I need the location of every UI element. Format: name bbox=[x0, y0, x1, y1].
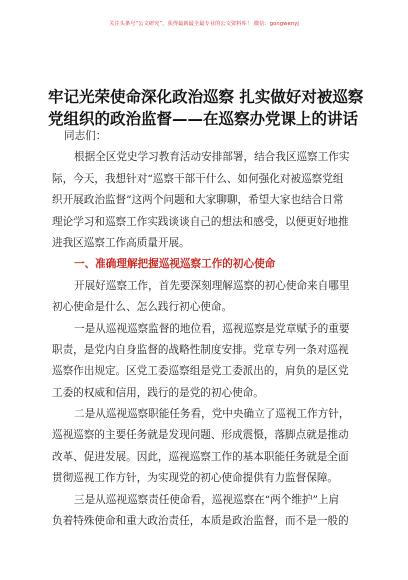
paragraph-line: 根据全区党史学习教育活动安排部署，结合我区巡察工作实 bbox=[74, 151, 350, 164]
paragraph-line: 职责，是党内自身监督的战略性制度安排。党章专列一条对巡视 bbox=[52, 343, 349, 356]
paragraph-line: 二是从巡视巡察职能任务看，党中央确立了巡视工作方针， bbox=[74, 408, 350, 421]
paragraph-line: 改革、促进发展。因此，巡视巡察工作的基本职能任务就是全面 bbox=[52, 450, 349, 463]
paragraph-line: 开展好巡察工作，首先要深刻理解巡察的初心使命来自哪里 bbox=[74, 279, 350, 292]
paragraph-line: 负着特殊使命和重大政治责任，本质是政治监督，而不是一般的 bbox=[52, 515, 349, 528]
title-line-2: 党组织的政治监督——在巡察办党课上的讲话 bbox=[48, 110, 359, 128]
document-title bbox=[48, 86, 368, 130]
paragraph-line: 三是从巡视巡察责任使命看，巡视巡察在“两个维护”上肩 bbox=[74, 493, 340, 506]
paragraph-line: 贯彻巡视工作方针，为实现党的初心使命提供有力监督保障。 bbox=[52, 472, 339, 485]
paragraph-line: 巡视巡察的主要任务就是发现问题、形成震慑，落脚点就是推动 bbox=[52, 429, 349, 442]
header-notice: 关注头条号“公文研究”，获得最新最全最专业的公文资料库！ 微信：gongwenyj bbox=[109, 21, 299, 27]
document-body bbox=[52, 126, 352, 532]
paragraph-line: 进我区巡察工作高质量开展。 bbox=[52, 236, 190, 249]
paragraph-line: 巡察作出规定。区党工委巡察组是党工委派出的，肩负的是区党 bbox=[52, 365, 349, 378]
section-heading: 一、准确理解把握巡视巡察工作的初心使命 bbox=[74, 258, 276, 271]
paragraph-line: 工委的权威和信用，践行的是党的初心使命。 bbox=[52, 386, 264, 399]
title-line-1: 牢记光荣使命深化政治巡察 扎实做好对被巡察 bbox=[48, 88, 364, 106]
paragraph-line: 初心使命是什么、怎么践行初心使命。 bbox=[52, 301, 233, 314]
paragraph-line: 织开展政治监督”这两个问题和大家聊聊，希望大家也结合日常 bbox=[52, 194, 344, 207]
greeting: 同志们： bbox=[64, 130, 107, 142]
paragraph-line: 际，今天，我想针对“巡察干部干什么、如何强化对被巡察党组 bbox=[52, 172, 344, 185]
paragraph-line: 理论学习和巡察工作实践谈谈自己的想法和感受，以便更好地推 bbox=[52, 215, 349, 228]
paragraph-line: 一是从巡视巡察监督的地位看，巡视巡察是党章赋予的重要 bbox=[74, 322, 350, 335]
